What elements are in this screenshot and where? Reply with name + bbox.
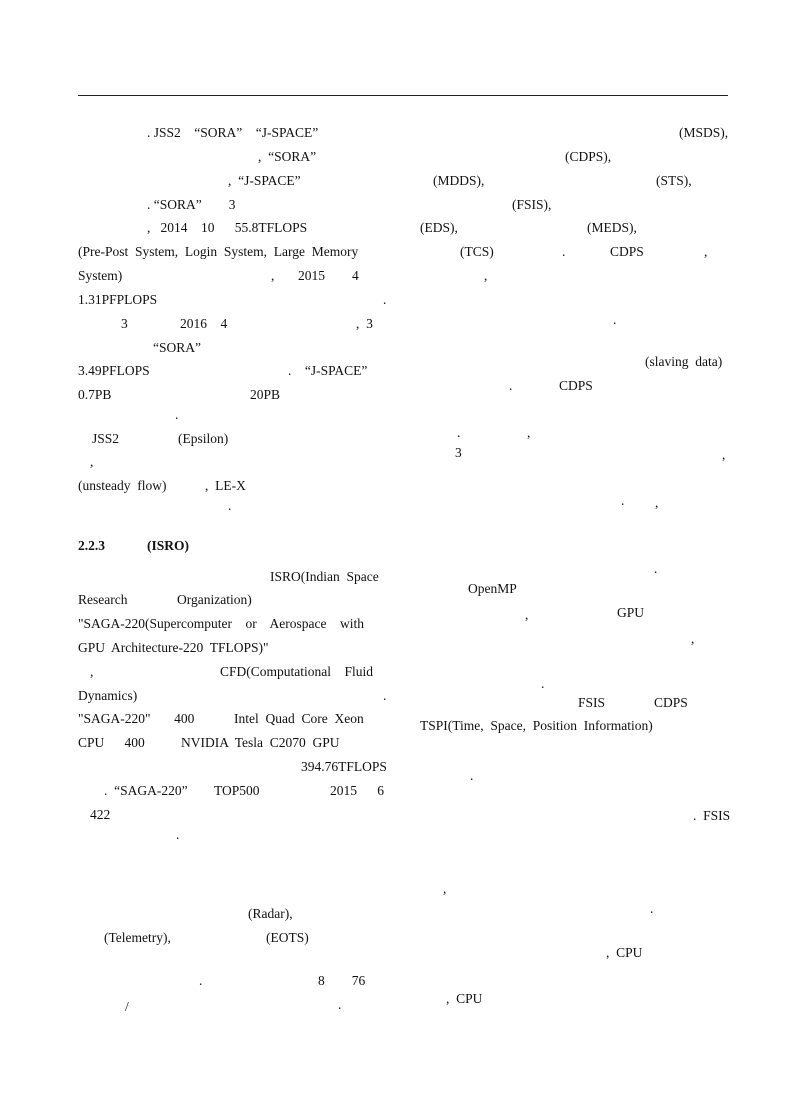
text-line: (unsteady flow) — [78, 478, 167, 493]
text-line: NVIDIA Tesla C2070 GPU — [181, 735, 340, 750]
text-line: (TCS) — [460, 244, 494, 259]
text-line: "SAGA-220" 400 — [78, 711, 195, 726]
section-title: (ISRO) — [147, 538, 190, 553]
text-line: , “SORA” — [258, 149, 317, 164]
text-line: (slaving data) — [645, 354, 723, 369]
text-line: , — [722, 447, 726, 462]
text-line: . — [176, 827, 180, 842]
text-line: (FSIS), — [512, 197, 552, 212]
text-line: 3 — [455, 445, 462, 460]
text-line: 0.7PB — [78, 387, 112, 402]
text-line: CPU 400 — [78, 735, 145, 750]
text-line: , 3 — [356, 316, 373, 331]
text-line: Dynamics) — [78, 688, 138, 703]
text-line: , LE-X — [205, 478, 246, 493]
text-line: , — [484, 268, 488, 283]
text-line: (Epsilon) — [178, 431, 229, 446]
text-line: , 2014 10 55.8TFLOPS — [147, 220, 308, 235]
text-line: GPU Architecture-220 TFLOPS)" — [78, 640, 269, 655]
text-line: OpenMP — [468, 581, 517, 596]
text-line: System) — [78, 268, 123, 283]
section-number: 2.2.3 — [78, 538, 105, 553]
text-line: (MSDS), — [679, 125, 729, 140]
text-line: (EOTS) — [266, 930, 309, 945]
text-line: 3.49PFLOPS — [78, 363, 150, 378]
text-line: . — [199, 973, 203, 988]
text-line: 2015 6 — [330, 783, 384, 798]
text-line: . — [509, 378, 513, 393]
text-line: 3 — [121, 316, 128, 331]
text-line: . — [621, 493, 625, 508]
text-line: CDPS — [654, 695, 688, 710]
text-line: (Telemetry), — [104, 930, 171, 945]
text-line: . FSIS — [693, 808, 731, 823]
text-line: JSS2 — [92, 431, 120, 446]
text-line: , CPU — [606, 945, 643, 960]
text-line: "SAGA-220(Supercomputer or Aerospace with — [78, 616, 364, 631]
text-line: (MEDS), — [587, 220, 637, 235]
text-line: , — [525, 607, 529, 622]
text-line: CFD(Computational Fluid — [220, 664, 374, 679]
text-line: (MDDS), — [433, 173, 485, 188]
text-line: CDPS — [559, 378, 593, 393]
text-line: , — [443, 881, 447, 896]
text-line: , — [90, 454, 94, 469]
text-line: , — [655, 495, 659, 510]
text-line: (EDS), — [420, 220, 458, 235]
text-line: . “SAGA-220” — [104, 783, 188, 798]
text-line: 422 — [90, 807, 111, 822]
text-line: 20PB — [250, 387, 281, 402]
text-line: . “J-SPACE” — [288, 363, 368, 378]
text-line: , — [90, 664, 94, 679]
text-line: . — [457, 425, 461, 440]
text-line: (STS), — [656, 173, 692, 188]
text-line: GPU — [617, 605, 645, 620]
text-line: / — [125, 999, 129, 1014]
text-line: . — [541, 676, 545, 691]
text-line: . — [470, 768, 474, 783]
text-line: Intel Quad Core Xeon — [234, 711, 364, 726]
text-line: , — [527, 425, 531, 440]
text-line: . “SORA” 3 — [147, 197, 236, 212]
text-line: “SORA” — [153, 340, 201, 355]
text-line: . — [383, 688, 387, 703]
text-line: CDPS — [610, 244, 644, 259]
text-line: 8 76 — [318, 973, 366, 988]
text-line: ISRO(Indian Space — [270, 569, 379, 584]
text-line: , CPU — [446, 991, 483, 1006]
text-line: . — [650, 901, 654, 916]
text-line: 1.31PFPLOPS — [78, 292, 158, 307]
text-line: , 2015 4 — [271, 268, 359, 283]
text-line: Organization) — [177, 592, 252, 607]
text-line: . — [175, 407, 179, 422]
text-line: , — [704, 244, 708, 259]
text-line: TSPI(Time, Space, Position Information) — [420, 718, 653, 733]
text-line: . — [383, 292, 387, 307]
text-line: (CDPS), — [565, 149, 612, 164]
text-line: . — [228, 498, 232, 513]
text-line: 394.76TFLOPS — [301, 759, 387, 774]
header-rule — [78, 95, 728, 96]
text-line: TOP500 — [214, 783, 260, 798]
text-line: , “J-SPACE” — [228, 173, 301, 188]
text-line: Research — [78, 592, 128, 607]
text-line: . — [613, 312, 617, 327]
text-line: (Pre-Post System, Login System, Large Memory — [78, 244, 359, 259]
text-line: . — [654, 561, 658, 576]
text-line: . JSS2 “SORA” “J-SPACE” — [147, 125, 319, 140]
text-line: FSIS — [578, 695, 606, 710]
text-line: 2016 4 — [180, 316, 228, 331]
text-line: (Radar), — [248, 906, 293, 921]
text-line: . — [338, 997, 342, 1012]
text-line: , — [691, 631, 695, 646]
text-line: . — [562, 244, 566, 259]
